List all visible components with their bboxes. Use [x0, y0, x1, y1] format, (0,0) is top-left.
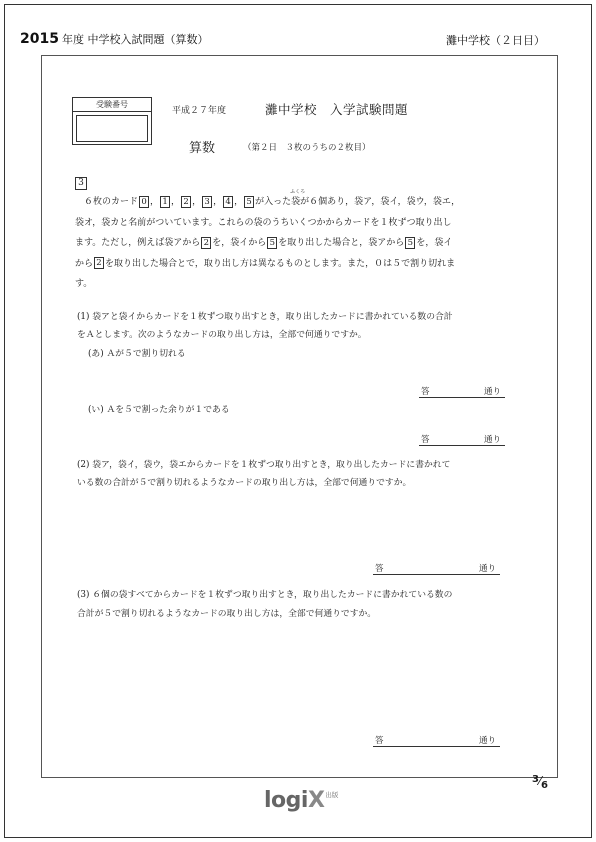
answer-unit: 通り	[478, 736, 496, 746]
card-box: 5	[405, 237, 415, 249]
exam-subject: 算数	[189, 141, 216, 156]
q3-line-1: (3) ６個の袋すべてからカードを１枚ずつ取り出すとき，取り出したカードに書かれている数の	[77, 590, 453, 600]
exam-number-box	[72, 97, 152, 145]
statement-line: から 2 を取り出した場合とで，取り出し方は異なるものとします。また，０は５で割り切れま	[75, 258, 456, 269]
q2-line-1: (2) 袋ア，袋イ，袋ウ，袋エからカードを１枚ずつ取り出すとき，取り出したカードに書かれて	[77, 460, 451, 470]
card-2: 2	[181, 196, 191, 208]
card-1: 1	[160, 196, 170, 208]
header-school-day: 灘中学校（２日目）	[446, 34, 545, 47]
statement-line: す。	[75, 279, 93, 289]
answer-label: 答	[375, 736, 384, 746]
answer-unit: 通り	[483, 435, 501, 445]
statement-line: ます。ただし，例えば袋アから 2 を，袋イから 5 を取り出した場合と，袋アから 5 を，袋イ	[75, 237, 453, 248]
exam-sheet-frame	[41, 55, 558, 778]
q1-line-1: (1) 袋アと袋イからカードを１枚ずつ取り出すとき，取り出したカードに書かれている数の合計	[77, 312, 453, 322]
header-exam-name: 年度 中学校入試問題（算数）	[61, 33, 209, 46]
answer-field-1b[interactable]	[419, 434, 505, 446]
page-current: 3	[532, 774, 539, 785]
q1-sub-a: (あ) Ａが５で割り切れる	[88, 349, 186, 359]
card-5: 5	[244, 196, 254, 208]
card-box: 2	[201, 237, 211, 249]
bag-ruby: 袋 ふくろ	[291, 192, 300, 213]
exam-number-field	[76, 115, 148, 142]
answer-label: 答	[421, 435, 430, 445]
header-year: 2015	[20, 31, 59, 47]
answer-field-3[interactable]	[373, 735, 500, 747]
statement-line: ６枚のカード 0 ， 1 ， 2 ， 3 ， 4 ， 5 が入った袋 ふくろ が６個あり，袋ア，袋イ，袋ウ，袋エ，	[75, 192, 515, 213]
exam-day-note: （第２日 ３枚のうちの２枚目）	[243, 143, 371, 153]
exam-number-label: 受験番号	[73, 98, 151, 112]
exam-era: 平成２７年度	[172, 106, 227, 116]
statement-line: 袋オ，袋カと名前がついています。これらの袋のうちいくつかからカードを１枚ずつ取り出し	[75, 217, 452, 228]
answer-label: 答	[375, 564, 384, 574]
q1-line-2: をＡとします。次のようなカードの取り出し方は，全部で何通りですか。	[77, 330, 367, 340]
page-total: 6	[540, 780, 548, 791]
ruby-reading: ふくろ	[290, 189, 306, 195]
publisher-logo: logiX出版	[264, 788, 339, 813]
answer-unit: 通り	[478, 564, 496, 574]
answer-field-1a[interactable]	[419, 386, 505, 398]
card-box: 5	[267, 237, 277, 249]
card-box: 2	[94, 257, 104, 269]
card-4: 4	[223, 196, 233, 208]
problem-number: 3	[75, 177, 87, 190]
problem-statement	[75, 189, 515, 295]
page-number: 3⁄6	[532, 774, 548, 791]
card-3: 3	[202, 196, 212, 208]
answer-field-2[interactable]	[373, 563, 500, 575]
q1-sub-b: (い) Ａを５で割った余りが１である	[88, 405, 230, 415]
card-0: 0	[139, 196, 149, 208]
q3-line-2: 合計が５で割り切れるようなカードの取り出し方は，全部で何通りですか。	[77, 609, 377, 619]
answer-unit: 通り	[483, 387, 501, 397]
answer-label: 答	[421, 387, 430, 397]
q2-line-2: いる数の合計が５で割り切れるようなカードの取り出し方は，全部で何通りですか。	[77, 478, 412, 488]
exam-title: 灘中学校 入学試験問題	[265, 102, 409, 117]
header-title	[20, 31, 208, 47]
